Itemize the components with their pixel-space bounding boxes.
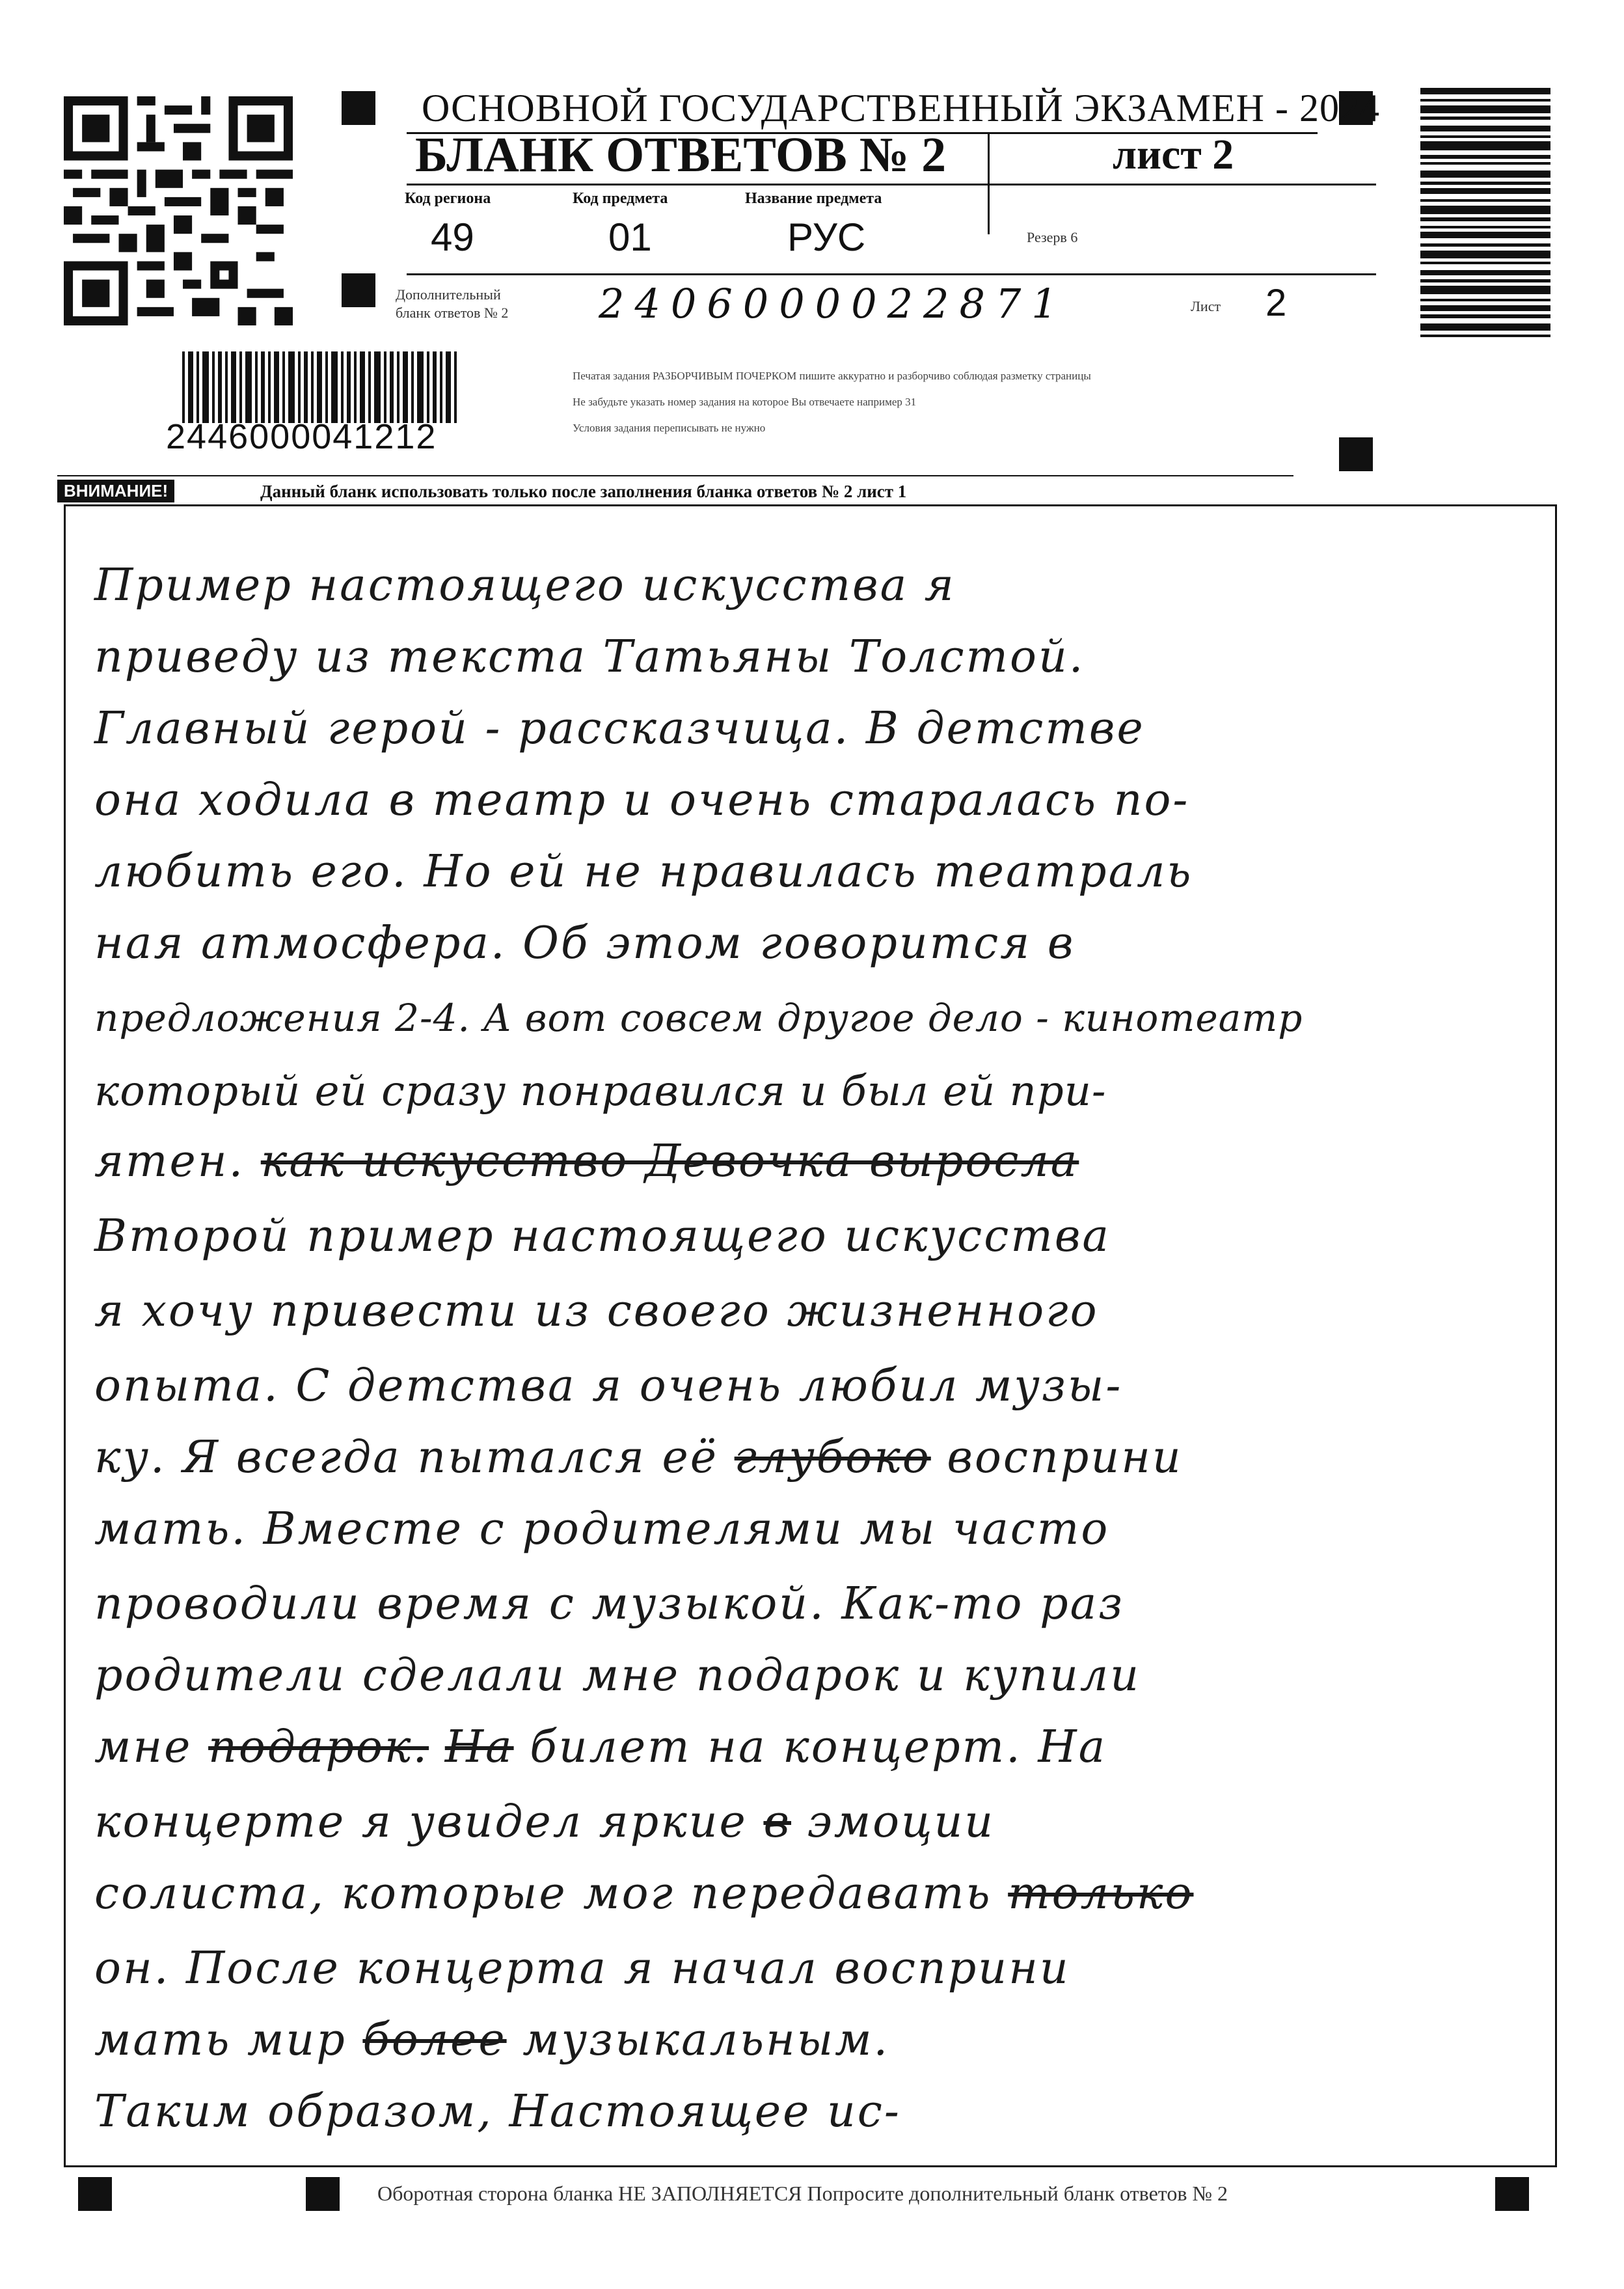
answer-line: приведу из текста Татьяны Толстой. xyxy=(94,631,1085,683)
marker-square xyxy=(78,2177,112,2211)
answer-text: музыкальным. xyxy=(522,2014,890,2066)
warning-badge: ВНИМАНИЕ! xyxy=(57,480,174,502)
crossed-out-text: глубоко xyxy=(734,1432,931,1483)
warning-text: Данный бланк использовать только после заполнения бланка ответов № 2 лист 1 xyxy=(260,482,907,501)
extra-form-label: Дополнительный xyxy=(396,286,501,303)
form-barcode xyxy=(182,351,534,423)
side-barcode xyxy=(1420,88,1550,452)
answer-line xyxy=(94,1432,1183,1483)
reserve-label: Резерв 6 xyxy=(1027,229,1078,245)
answer-text: мать мир xyxy=(94,2014,347,2066)
instructions-line-1: Печатая задания РАЗБОРЧИВЫМ ПОЧЕРКОМ пишите аккуратно и разборчиво соблюдая разметку страницы xyxy=(573,370,1091,382)
marker-square xyxy=(342,273,375,307)
answer-text: мне xyxy=(94,1721,193,1773)
answer-line: Главный герой - рассказчица. В детстве xyxy=(94,703,1145,754)
marker-square xyxy=(1339,437,1373,471)
form-title: БЛАНК ОТВЕТОВ № 2 xyxy=(415,128,947,182)
exam-title: ОСНОВНОЙ ГОСУДАРСТВЕННЫЙ ЭКЗАМЕН - 2024 xyxy=(422,87,1380,130)
answer-line xyxy=(94,1136,1079,1187)
subject-code-label: Код предмета xyxy=(573,190,668,207)
answer-line: она ходила в театр и очень старалась по- xyxy=(94,774,1190,826)
answer-line: опыта. С детства я очень любил музы- xyxy=(94,1360,1123,1412)
subject-name-value: РУС xyxy=(787,215,866,259)
answer-line xyxy=(94,1721,1107,1773)
region-code-value: 49 xyxy=(431,215,474,259)
sheet-label: лист 2 xyxy=(1113,131,1234,178)
answer-text: концерте я увидел яркие xyxy=(94,1796,748,1848)
crossed-out-text: На xyxy=(444,1721,514,1773)
sheet-num-value: 2 xyxy=(1265,282,1287,324)
qr-code xyxy=(64,96,293,325)
instructions-line-3: Условия задания переписывать не нужно xyxy=(573,422,766,434)
region-code-label: Код региона xyxy=(405,190,491,207)
answer-line xyxy=(94,2014,889,2066)
crossed-out-text: подарок. xyxy=(208,1721,429,1773)
answer-text: ку. Я всегда пытался её xyxy=(94,1432,719,1483)
footer-text: Оборотная сторона бланка НЕ ЗАПОЛНЯЕТСЯ Попросите дополнительный бланк ответов № 2 xyxy=(377,2182,1228,2205)
answer-line: который ей сразу понравился и был ей при- xyxy=(94,1067,1107,1116)
crossed-out-text: в xyxy=(763,1796,792,1848)
marker-square xyxy=(306,2177,340,2211)
answer-line: предложения 2-4. А вот совсем другое дело - кинотеатр xyxy=(94,996,1303,1040)
subject-code-value: 01 xyxy=(608,215,652,259)
sheet-num-label: Лист xyxy=(1191,298,1221,314)
extra-form-number: 2406000022871 xyxy=(599,280,1068,327)
answer-line: Второй пример настоящего искусства xyxy=(94,1211,1111,1262)
subject-name-label: Название предмета xyxy=(745,190,882,207)
answer-line xyxy=(94,1868,1193,1919)
answer-line: любить его. Но ей не нравилась театраль xyxy=(94,846,1193,898)
warning-rule xyxy=(57,475,1293,476)
answer-text: восприни xyxy=(947,1432,1183,1483)
answer-line: мать. Вместе с родителями мы часто xyxy=(94,1503,1110,1555)
answer-text: билет на концерт. На xyxy=(530,1721,1107,1773)
extra-form-label-2: бланк ответов № 2 xyxy=(396,305,509,321)
answer-line: Пример настоящего искусства я xyxy=(94,560,956,611)
answer-line: он. После концерта я начал восприни xyxy=(94,1943,1070,1994)
answer-line: ная атмосфера. Об этом говорится в xyxy=(94,918,1076,969)
crossed-out-text: как искусство Девочка выросла xyxy=(260,1136,1079,1187)
answer-text: ятен. xyxy=(94,1136,245,1187)
answer-line xyxy=(94,1796,995,1848)
header-rule xyxy=(407,184,1376,185)
header-rule-2 xyxy=(407,273,1376,275)
crossed-out-text: более xyxy=(362,2014,507,2066)
answer-line: Таким образом, Настоящее ис- xyxy=(94,2086,901,2137)
instructions-line-2: Не забудьте указать номер задания на которое Вы отвечаете например 31 xyxy=(573,396,917,408)
marker-square xyxy=(1495,2177,1529,2211)
answer-line: проводили время с музыкой. Как-то раз xyxy=(94,1578,1125,1630)
marker-square xyxy=(342,91,375,125)
answer-text: солиста, которые мог передавать xyxy=(94,1868,992,1919)
crossed-out-text: только xyxy=(1008,1868,1194,1919)
answer-line: я хочу привести из своего жизненного xyxy=(94,1285,1099,1337)
barcode-number: 2446000041212 xyxy=(166,417,437,456)
answer-line: родители сделали мне подарок и купили xyxy=(94,1650,1141,1701)
answer-text: эмоции xyxy=(807,1796,995,1848)
